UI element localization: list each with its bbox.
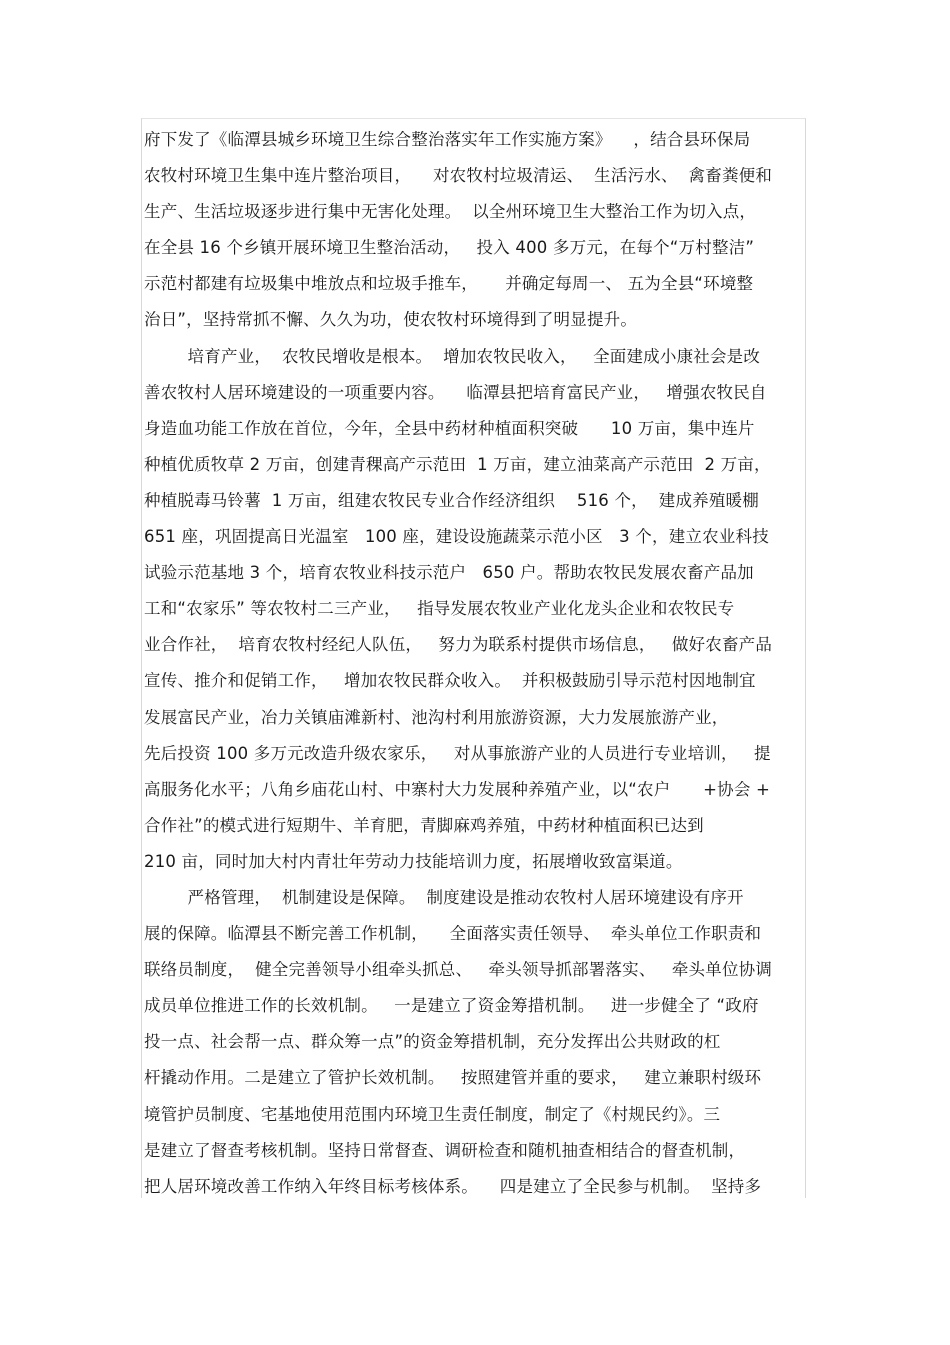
text-line: 成员单位推进工作的长效机制。 一是建立了资金筹措机制。 进一步健全了 “政府 [144, 996, 759, 1016]
text-line: 在全县 16 个乡镇开展环境卫生整治活动， 投入 400 多万元，在每个“万村整洁” [144, 238, 755, 258]
text-line: 治日”，坚持常抓不懈、久久为功，使农牧村环境得到了明显提升。 [144, 310, 638, 330]
text-line: 示范村都建有垃圾集中堆放点和垃圾手推车， 并确定每周一、 五为全县“环境整 [144, 274, 754, 294]
text-line: 杆撬动作用。二是建立了管护长效机制。 按照建管并重的要求， 建立兼职村级环 [144, 1068, 762, 1088]
text-line: 试验示范基地 3 个，培育农牧业科技示范户 650 户。帮助农牧民发展农畜产品加 [144, 563, 754, 583]
text-line: 境管护员制度、宅基地使用范围内环境卫生责任制度，制定了《村规民约》。三 [144, 1104, 721, 1124]
text-line: 投一点、社会帮一点、群众筹一点”的资金筹措机制，充分发挥出公共财政的杠 [144, 1032, 721, 1052]
text-line: 210 亩，同时加大村内青壮年劳动力技能培训力度，拓展增收致富渠道。 [144, 851, 683, 871]
text-line: 善农牧村人居环境建设的一项重要内容。 临潭县把培育富民产业， 增强农牧民自 [144, 382, 767, 402]
text-line: 展的保障。临潭县不断完善工作机制， 全面落实责任领导、 牵头单位工作职责和 [144, 924, 762, 944]
text-line: 种植脱毒马铃薯 1 万亩，组建农牧民专业合作经济组织 516 个， 建成养殖暖棚 [144, 490, 759, 510]
text-line: 是建立了督查考核机制。坚持日常督查、调研检查和随机抽查相结合的督查机制， [144, 1140, 746, 1160]
text-line: 先后投资 100 多万元改造升级农家乐， 对从事旅游产业的人员进行专业培训， 提 [144, 743, 771, 763]
text-line: 业合作社， 培育农牧村经纪人队伍， 努力为联系村提供市场信息， 做好农畜产品 [144, 635, 773, 655]
text-line: 宣传、推介和促销工作， 增加农牧民群众收入。 并积极鼓励引导示范村因地制宜 [144, 671, 756, 691]
text-line: 651 座，巩固提高日光温室 100 座，建设设施蔬菜示范小区 3 个，建立农业科技 [144, 527, 769, 547]
text-line: 合作社”的模式进行短期牛、羊育肥，青脚麻鸡养殖，中药材种植面积已达到 [144, 815, 704, 835]
text-line: 严格管理， 机制建设是保障。 制度建设是推动农牧村人居环境建设有序开 [144, 887, 744, 907]
text-line: 府下发了《临潭县城乡环境卫生综合整治落实年工作实施方案》 ，结合县环保局 [144, 130, 751, 149]
text-line: 联络员制度， 健全完善领导小组牵头抓总、 牵头领导抓部署落实、 牵头单位协调 [144, 960, 773, 980]
text-line: 培育产业， 农牧民增收是根本。 增加农牧民收入， 全面建成小康社会是改 [144, 346, 761, 366]
text-line: 发展富民产业，冶力关镇庙滩新村、池沟村利用旅游资源，大力发展旅游产业， [144, 707, 729, 727]
text-line: 农牧村环境卫生集中连片整治项目， 对农牧村垃圾清运、 生活污水、 禽畜粪便和 [144, 166, 773, 186]
text-line: 身造血功能工作放在首位，今年，全县中药材种植面积突破 10 万亩，集中连片 [144, 418, 755, 438]
document-body [144, 122, 806, 1205]
text-line: 高服务化水平；八角乡庙花山村、中寨村大力发展种养殖产业，以“农户 +协会 + [144, 779, 771, 799]
text-line: 工和“农家乐” 等农牧村二三产业， 指导发展农牧业产业化龙头企业和农牧民专 [144, 599, 735, 619]
text-line: 把人居环境改善工作纳入年终目标考核体系。 四是建立了全民参与机制。 坚持多 [144, 1176, 762, 1196]
text-line: 生产、生活垃圾逐步进行集中无害化处理。 以全州环境卫生大整治工作为切入点， [144, 202, 757, 222]
text-line: 种植优质牧草 2 万亩，创建青稞高产示范田 1 万亩，建立油菜高产示范田 2 万亩， [144, 454, 771, 474]
